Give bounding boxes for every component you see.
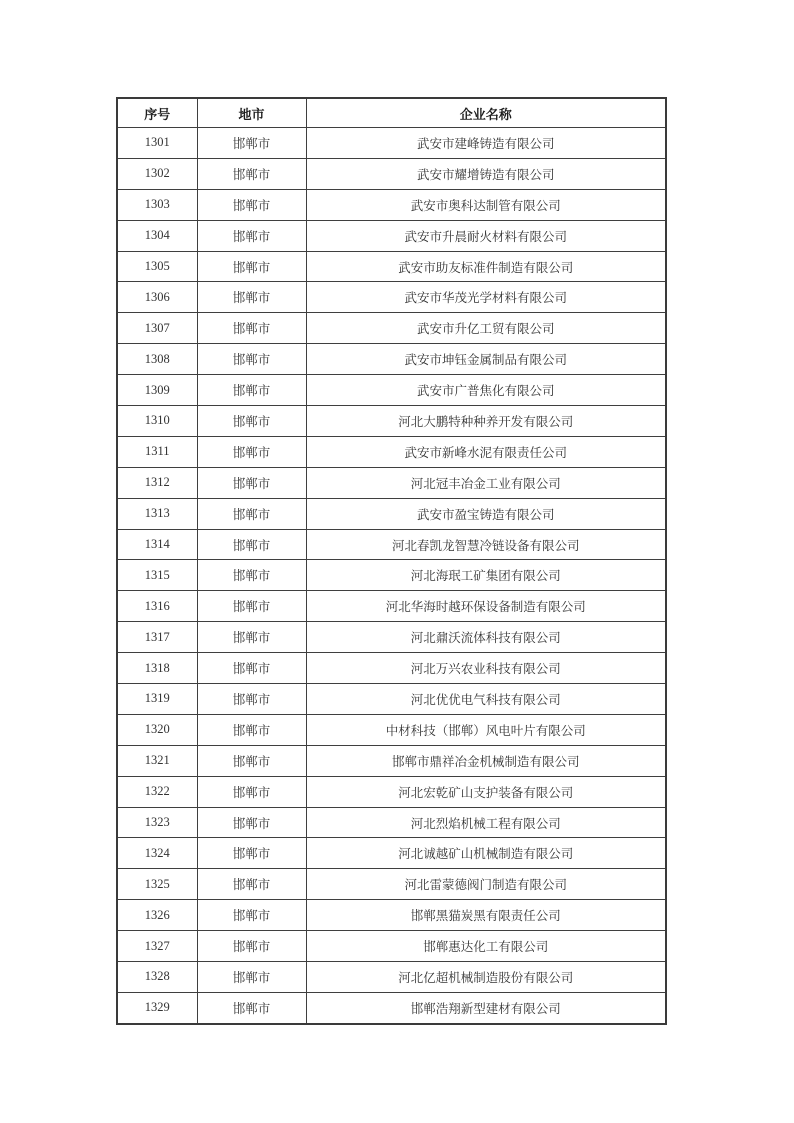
row-index-cell: 1328: [117, 962, 197, 993]
row-index-cell: 1315: [117, 560, 197, 591]
row-city-cell: 邯郸市: [197, 653, 306, 684]
company-table: [116, 97, 667, 1025]
row-index-cell: 1325: [117, 869, 197, 900]
row-city-cell: 邯郸市: [197, 467, 306, 498]
table-row: [117, 282, 666, 313]
row-city-cell: 邯郸市: [197, 128, 306, 159]
row-company-cell: 河北万兴农业科技有限公司: [306, 653, 666, 684]
row-company-cell: 武安市广普焦化有限公司: [306, 375, 666, 406]
row-company-cell: 河北烈焰机械工程有限公司: [306, 807, 666, 838]
row-index-cell: 1313: [117, 498, 197, 529]
row-index-cell: 1311: [117, 436, 197, 467]
row-company-cell: 河北冠丰冶金工业有限公司: [306, 467, 666, 498]
row-index-cell: 1305: [117, 251, 197, 282]
table-header: [117, 98, 666, 128]
table-row: [117, 467, 666, 498]
row-company-cell: 武安市助友标准件制造有限公司: [306, 251, 666, 282]
row-city-cell: 邯郸市: [197, 529, 306, 560]
table-row: [117, 838, 666, 869]
row-city-cell: 邯郸市: [197, 220, 306, 251]
row-city-cell: 邯郸市: [197, 992, 306, 1023]
row-company-cell: 武安市升晨耐火材料有限公司: [306, 220, 666, 251]
row-index-cell: 1312: [117, 467, 197, 498]
row-company-cell: 武安市华茂光学材料有限公司: [306, 282, 666, 313]
row-index-cell: 1316: [117, 591, 197, 622]
table-row: [117, 158, 666, 189]
row-company-cell: 武安市坤钰金属制品有限公司: [306, 344, 666, 375]
row-index-cell: 1321: [117, 745, 197, 776]
row-company-cell: 河北春凯龙智慧冷链设备有限公司: [306, 529, 666, 560]
row-company-cell: 河北雷蒙德阀门制造有限公司: [306, 869, 666, 900]
table-row: [117, 745, 666, 776]
row-city-cell: 邯郸市: [197, 158, 306, 189]
row-company-cell: 武安市耀增铸造有限公司: [306, 158, 666, 189]
row-city-cell: 邯郸市: [197, 900, 306, 931]
table-row: [117, 992, 666, 1023]
row-city-cell: 邯郸市: [197, 251, 306, 282]
table-row: [117, 189, 666, 220]
row-city-cell: 邯郸市: [197, 807, 306, 838]
row-company-cell: 河北华海时越环保设备制造有限公司: [306, 591, 666, 622]
row-index-cell: 1306: [117, 282, 197, 313]
row-index-cell: 1304: [117, 220, 197, 251]
row-company-cell: 武安市新峰水泥有限责任公司: [306, 436, 666, 467]
row-city-cell: 邯郸市: [197, 869, 306, 900]
row-city-cell: 邯郸市: [197, 344, 306, 375]
row-company-cell: 武安市升亿工贸有限公司: [306, 313, 666, 344]
row-city-cell: 邯郸市: [197, 406, 306, 437]
table-row: [117, 622, 666, 653]
table-row: [117, 776, 666, 807]
table-row: [117, 714, 666, 745]
table-row: [117, 560, 666, 591]
row-company-cell: 河北宏乾矿山支护装备有限公司: [306, 776, 666, 807]
row-city-cell: 邯郸市: [197, 591, 306, 622]
column-header-company: 企业名称: [306, 98, 666, 128]
row-city-cell: 邯郸市: [197, 684, 306, 715]
table-row: [117, 406, 666, 437]
row-city-cell: 邯郸市: [197, 962, 306, 993]
row-city-cell: 邯郸市: [197, 375, 306, 406]
table-row: [117, 375, 666, 406]
table-row: [117, 344, 666, 375]
row-company-cell: 邯郸惠达化工有限公司: [306, 931, 666, 962]
row-index-cell: 1317: [117, 622, 197, 653]
row-index-cell: 1326: [117, 900, 197, 931]
row-city-cell: 邯郸市: [197, 931, 306, 962]
row-city-cell: 邯郸市: [197, 838, 306, 869]
table-row: [117, 436, 666, 467]
table-row: [117, 807, 666, 838]
row-index-cell: 1303: [117, 189, 197, 220]
row-company-cell: 河北海珉工矿集团有限公司: [306, 560, 666, 591]
row-city-cell: 邯郸市: [197, 189, 306, 220]
row-index-cell: 1319: [117, 684, 197, 715]
row-city-cell: 邯郸市: [197, 560, 306, 591]
row-index-cell: 1309: [117, 375, 197, 406]
row-index-cell: 1314: [117, 529, 197, 560]
table-row: [117, 962, 666, 993]
row-city-cell: 邯郸市: [197, 776, 306, 807]
row-company-cell: 河北鼐沃流体科技有限公司: [306, 622, 666, 653]
row-city-cell: 邯郸市: [197, 714, 306, 745]
row-company-cell: 河北亿超机械制造股份有限公司: [306, 962, 666, 993]
row-index-cell: 1329: [117, 992, 197, 1023]
row-city-cell: 邯郸市: [197, 498, 306, 529]
row-index-cell: 1301: [117, 128, 197, 159]
column-header-index: 序号: [117, 98, 197, 128]
row-company-cell: 河北大鹏特种种养开发有限公司: [306, 406, 666, 437]
table-row: [117, 529, 666, 560]
row-city-cell: 邯郸市: [197, 282, 306, 313]
row-index-cell: 1327: [117, 931, 197, 962]
row-index-cell: 1322: [117, 776, 197, 807]
row-city-cell: 邯郸市: [197, 622, 306, 653]
row-index-cell: 1308: [117, 344, 197, 375]
table-row: [117, 128, 666, 159]
row-index-cell: 1320: [117, 714, 197, 745]
table-row: [117, 931, 666, 962]
row-index-cell: 1310: [117, 406, 197, 437]
row-city-cell: 邯郸市: [197, 745, 306, 776]
row-company-cell: 邯郸黑猫炭黑有限责任公司: [306, 900, 666, 931]
table-row: [117, 684, 666, 715]
table-row: [117, 498, 666, 529]
row-company-cell: 武安市建峰铸造有限公司: [306, 128, 666, 159]
table-row: [117, 313, 666, 344]
row-company-cell: 河北优优电气科技有限公司: [306, 684, 666, 715]
row-index-cell: 1324: [117, 838, 197, 869]
table-row: [117, 869, 666, 900]
row-index-cell: 1302: [117, 158, 197, 189]
column-header-city: 地市: [197, 98, 306, 128]
row-company-cell: 邯郸浩翔新型建材有限公司: [306, 992, 666, 1023]
table-row: [117, 900, 666, 931]
row-company-cell: 中材科技（邯郸）风电叶片有限公司: [306, 714, 666, 745]
table-row: [117, 220, 666, 251]
row-company-cell: 河北诚越矿山机械制造有限公司: [306, 838, 666, 869]
row-index-cell: 1318: [117, 653, 197, 684]
row-company-cell: 武安市奥科达制管有限公司: [306, 189, 666, 220]
table-row: [117, 653, 666, 684]
header-row: [117, 98, 666, 128]
row-city-cell: 邯郸市: [197, 313, 306, 344]
row-company-cell: 邯郸市鼎祥冶金机械制造有限公司: [306, 745, 666, 776]
table-row: [117, 591, 666, 622]
table-row: [117, 251, 666, 282]
table-body: [117, 128, 666, 1024]
row-company-cell: 武安市盈宝铸造有限公司: [306, 498, 666, 529]
row-index-cell: 1323: [117, 807, 197, 838]
row-index-cell: 1307: [117, 313, 197, 344]
row-city-cell: 邯郸市: [197, 436, 306, 467]
